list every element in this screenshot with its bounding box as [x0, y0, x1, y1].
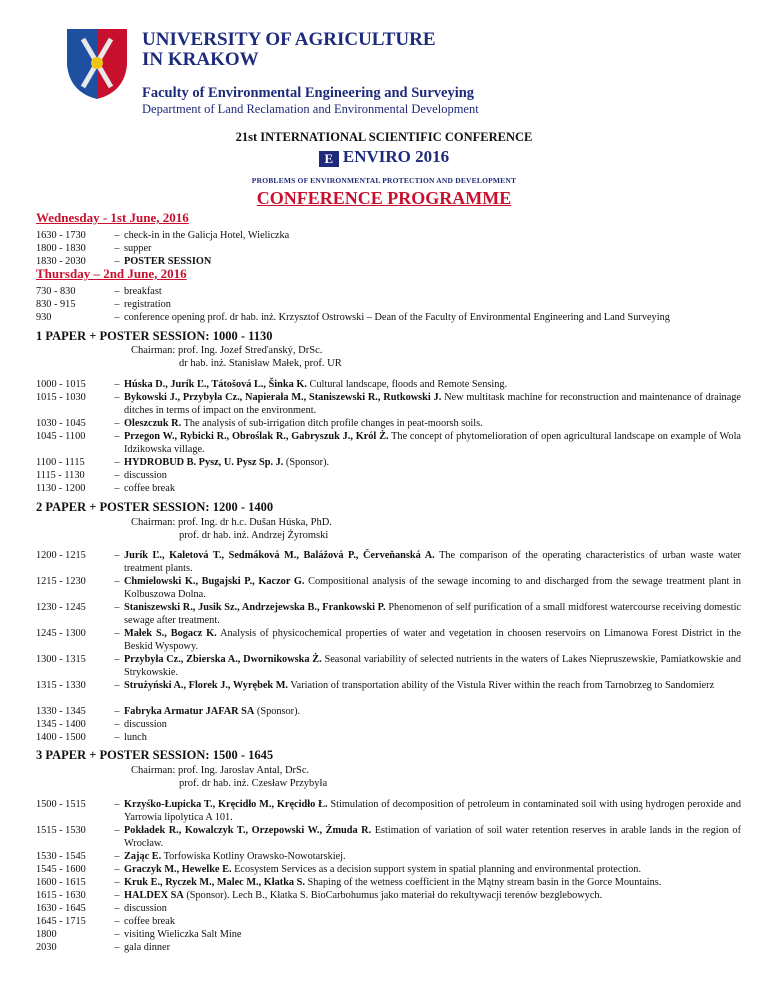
schedule-row: 730 - 830 – breakfast: [36, 286, 162, 297]
session-chairs: Chairman: prof. Ing. Jaroslav Antal, DrSc. prof. dr hab. inż. Czesław Przybyła: [131, 765, 328, 789]
schedule-row: 1000 - 1015 – Húska D., Jurík Ľ., Tátošová L., Šinka K. Cultural landscape, floods and Remote Sensing.: [36, 379, 508, 390]
conference-subtitle: PROBLEMS OF ENVIRONMENTAL PROTECTION AND DEVELOPMENT: [251, 176, 517, 185]
schedule-row: 1230 - 1245 – Staniszewski R., Jusik Sz., Andrzejewska B., Frankowski P. Phenomenon of self purification of a small midforest watercourse receiving domestic sewage after treatment.: [36, 602, 741, 626]
programme-title: CONFERENCE PROGRAMME: [256, 188, 512, 208]
schedule-row: 1345 - 1400 – discussion: [36, 719, 167, 730]
schedule-row: 1215 - 1230 – Chmielowski K., Bugajski P., Kaczor G. Compositional analysis of the sewage incoming to and discharged from the sewage treatment plant in Kolbuszowa Dolna.: [36, 576, 742, 600]
conference-title: 21st INTERNATIONAL SCIENTIFIC CONFERENCE: [235, 130, 533, 144]
enviro-title: E ENVIRO 2016: [0, 147, 768, 167]
day-heading-wednesday: Wednesday - 1st June, 2016: [36, 210, 189, 225]
schedule-row: 1200 - 1215 – Jurík Ľ., Kaletová T., Sedmáková M., Balážová P., Červeňanská A. The comparison of the operating characteristics of urban waste water treatment plants.: [36, 550, 741, 574]
schedule-row: 1800 - 1830 – supper: [36, 243, 152, 254]
session-heading: 1 PAPER + POSTER SESSION: 1000 - 1130: [36, 329, 273, 343]
schedule-row: 1800 – visiting Wieliczka Salt Mine: [36, 929, 242, 940]
schedule-row: 1130 - 1200 – coffee break: [36, 483, 175, 494]
schedule-row: 1045 - 1100 – Przegon W., Rybicki R., Obroślak R., Gabryszuk J., Król Ż. The concept of phytomelioration of open agricultural landscape on example of Wola Idzikowska village.: [36, 431, 741, 455]
schedule-row: 2030 – gala dinner: [36, 942, 171, 953]
schedule-row: 1115 - 1130 – discussion: [36, 470, 167, 481]
day-heading-thursday: Thursday – 2nd June, 2016: [36, 266, 187, 281]
schedule-row: 1315 - 1330 – Strużyński A., Florek J., Wyrębek M. Variation of transportation ability of the Vistula River within the reach from Tarnobrzeg to Sandomierz: [36, 680, 715, 691]
enviro-logo-icon: E: [319, 151, 339, 167]
schedule-row: 1830 - 2030 – POSTER SESSION: [36, 256, 212, 267]
schedule-row: 1600 - 1615 – Kruk E., Ryczek M., Malec M., Kłatka S. Shaping of the wetness coefficient in the Mątny stream basin in the Gorce Mountains.: [36, 877, 662, 888]
schedule-row: 930 – conference opening prof. dr hab. inż. Krzysztof Ostrowski – Dean of the Faculty of Environmental Engineering and Land Surveying: [36, 312, 670, 323]
schedule-row: 1545 - 1600 – Graczyk M., Hewelke E. Ecosystem Services as a decision support system in spatial planning and environmental protection.: [36, 864, 642, 875]
schedule-row: 1530 - 1545 – Zając E. Torfowiska Kotliny Orawsko-Nowotarskiej.: [36, 851, 346, 862]
schedule-row: 1500 - 1515 – Krzyśko-Łupicka T., Kręcidło M., Kręcidło Ł. Stimulation of decomposition of petroleum in contaminated soil with using hydrogen peroxide and Yarrowia lipolytica A 101.: [36, 799, 741, 823]
schedule-row: 1630 - 1730 – check-in in the Galicja Hotel, Wieliczka: [36, 230, 290, 241]
department-name: Department of Land Reclamation and Environmental Development: [142, 102, 479, 116]
schedule-row: 1030 - 1045 – Oleszczuk R. The analysis of sub-irrigation ditch profile changes in peat-moorsh soils.: [36, 418, 483, 429]
schedule-row: 1245 - 1300 – Małek S., Bogacz K. Analysis of physicochemical properties of water and vegetation in choosen reservoirs on Limanowa Forest District in the Beskid Wyspowy.: [36, 628, 741, 652]
schedule-row: 1615 - 1630 – HALDEX SA (Sponsor). Lech B., Kłatka S. BioCarbohumus jako materiał do rekultywacji terenów bezglebowych.: [36, 890, 603, 901]
schedule-row: 1100 - 1115 – HYDROBUD B. Pysz, U. Pysz Sp. J. (Sponsor).: [36, 457, 330, 468]
schedule-row: 1515 - 1530 – Pokładek R., Kowalczyk T., Orzepowski W., Żmuda R. Estimation of variation of soil water retention reserves in arable lands in the region of Wrocław.: [36, 825, 742, 849]
schedule-row: 1330 - 1345 – Fabryka Armatur JAFAR SA (Sponsor).: [36, 706, 301, 717]
schedule-row: 1015 - 1030 – Bykowski J., Przybyła Cz., Napierała M., Staniszewski R., Rutkowski J. New multitask machine for reconstruction and maintenance of drainage ditches in terms of impact on the environment.: [36, 392, 741, 416]
schedule-row: 1630 - 1645 – discussion: [36, 903, 167, 914]
university-logo: [63, 25, 131, 107]
schedule-row: 1400 - 1500 – lunch: [36, 732, 147, 743]
session-chairs: Chairman: prof. Ing. Jozef Streďanský, DrSc. dr hab. inż. Stanisław Małek, prof. UR: [131, 345, 342, 369]
faculty-name: Faculty of Environmental Engineering and Surveying: [142, 85, 475, 101]
session-heading: 3 PAPER + POSTER SESSION: 1500 - 1645: [36, 748, 274, 762]
schedule-row: 1300 - 1315 – Przybyła Cz., Zbierska A., Dwornikowska Ż. Seasonal variability of selected nutrients in the waters of Lakes Niepruszewskie, Pamiatkowskie and Strykowskie.: [36, 654, 741, 678]
university-name: UNIVERSITY OF AGRICULTURE IN KRAKOW: [142, 29, 436, 70]
schedule-row: 830 - 915 – registration: [36, 299, 171, 310]
session-chairs: Chairman: prof. Ing. dr h.c. Dušan Húska, PhD. prof. dr hab. inż. Andrzej Żyromski: [131, 517, 332, 541]
schedule-row: 1645 - 1715 – coffee break: [36, 916, 175, 927]
session-heading: 2 PAPER + POSTER SESSION: 1200 - 1400: [36, 500, 274, 514]
